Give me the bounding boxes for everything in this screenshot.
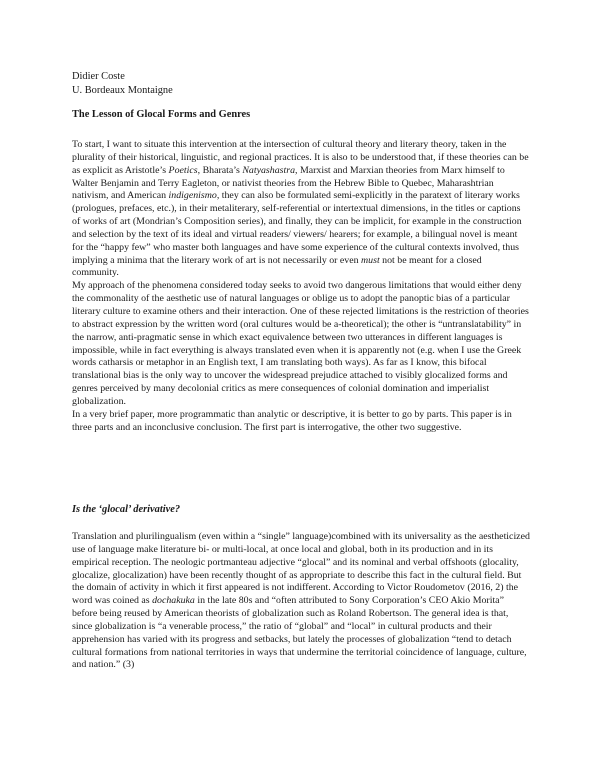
italic-title-poetics: Poetics [168, 164, 198, 176]
section-1-paragraph-1 [72, 531, 530, 672]
intro-paragraph-3: In a very brief paper, more programmatic than analytic or descriptive, it is better to go by parts. This paper is in three parts and an inconclusive conclusion. The first part is interrogative, the other two suggestive. [72, 408, 512, 433]
intro-paragraph-2: My approach of the phenomena considered today seeks to avoid two dangerous limitations that would either deny the commonality of the aesthetic use of natural languages or oblige us to adopt the panoptic bias of a particular literary culture to examine others and their interaction. One of these rejected limitations is the restriction of theories to abstract expression by the written word (oral cultures would be a-theoretical); the other is “untranslatability” in the narrow, anti-pragmatic sense in which exact equivalence between two utterances in different languages is impossible, while in fact everything is always translated even when it is apparently not (e.g. when I use the Greek words catharsis or metaphor in an English text, I am translating both ways). As far as I know, this bifocal translational bias is the only way to uncover the widespread prejudice attached to visibly glocalized forms and genres perceived by many decolonial critics as mere consequences of colonial domination and imperialist globalization. [72, 280, 529, 407]
italic-term-indigenismo: indigenismo [168, 190, 217, 202]
text-run: not be meant for a closed community. [72, 254, 482, 279]
text-run: , Marxist and Marxian theories from Marx himself to Walter Benjamin and Terry Eagleton, or nativist theories from the Hebrew Bible to Quebec, Maharashtrian nativism, and American [72, 164, 505, 202]
intro-section [72, 139, 530, 434]
author-affiliation: U. Bordeaux Montaigne [72, 85, 173, 96]
author-name: Didier Coste [72, 71, 125, 82]
section-1-body [72, 531, 530, 672]
author-block [72, 70, 173, 98]
italic-term-dochakuka: dochakuka [152, 595, 195, 607]
italic-title-natyashastra: Natyashastra [242, 164, 296, 176]
intro-paragraph-1 [72, 139, 530, 280]
text-run: in the late 80s and “often attributed to Sony Corporation’s CEO Akio Morita” before being reused by American theorists of globalization such as Roland Robertson. The general idea is that, since globalization is “a venerable process,” the ratio of “global” and “local” in cultural products and their apprehension has varied with its progress and setbacks, but lately the processes of globalization “tend to detach cultural formations from national territories in ways that undermine the territorial coincidence of language, culture, and nation.” (3) [72, 595, 527, 671]
text-run: Translation and plurilingualism (even within a “single” language)combined with its universality as the aestheticized use of language make literature bi- or multi-local, at once local and global, both in its production and in its empirical reception. The neologic portmanteau adjective “glocal” and its nominal and verbal offshoots (glocality, glocalize, glocalization) have been recently thought of as appropriate to describe this fact in the cultural field. But the domain of activity in which it first appeared is not indifferent. According to Victor Roudometov (2016, 2) the word was coined as [72, 531, 530, 607]
paper-title: The Lesson of Glocal Forms and Genres [72, 109, 251, 120]
text-run: To start, I want to situate this intervention at the intersection of cultural theory and literary theory, taken in the plurality of their historical, linguistic, and regional practices. It is also to be understood that, if these theories can be as explicit as Aristotle’s [72, 139, 529, 176]
text-run: , they can also be formulated semi-explicitly in the paratext of literary works (prologues, prefaces, etc.), in their metaliterary, self-referential or intertextual dimensions, in the titles or captions of works of art (Mondrian’s Composition series), and finally, they can be implicit, for example in the construction and selection by the text of its ideal and virtual readers/ viewers/ hearers; for example, a bilingual novel is meant for the “happy few” who master both languages and have some experience of the cultural contexts involved, thus implying a minima that the literary work of art is not necessarily or even [72, 190, 522, 266]
section-heading: Is the ‘glocal’ derivative? [72, 504, 181, 515]
text-run: , Bharata’s [197, 164, 243, 176]
italic-word-must: must [361, 254, 380, 266]
